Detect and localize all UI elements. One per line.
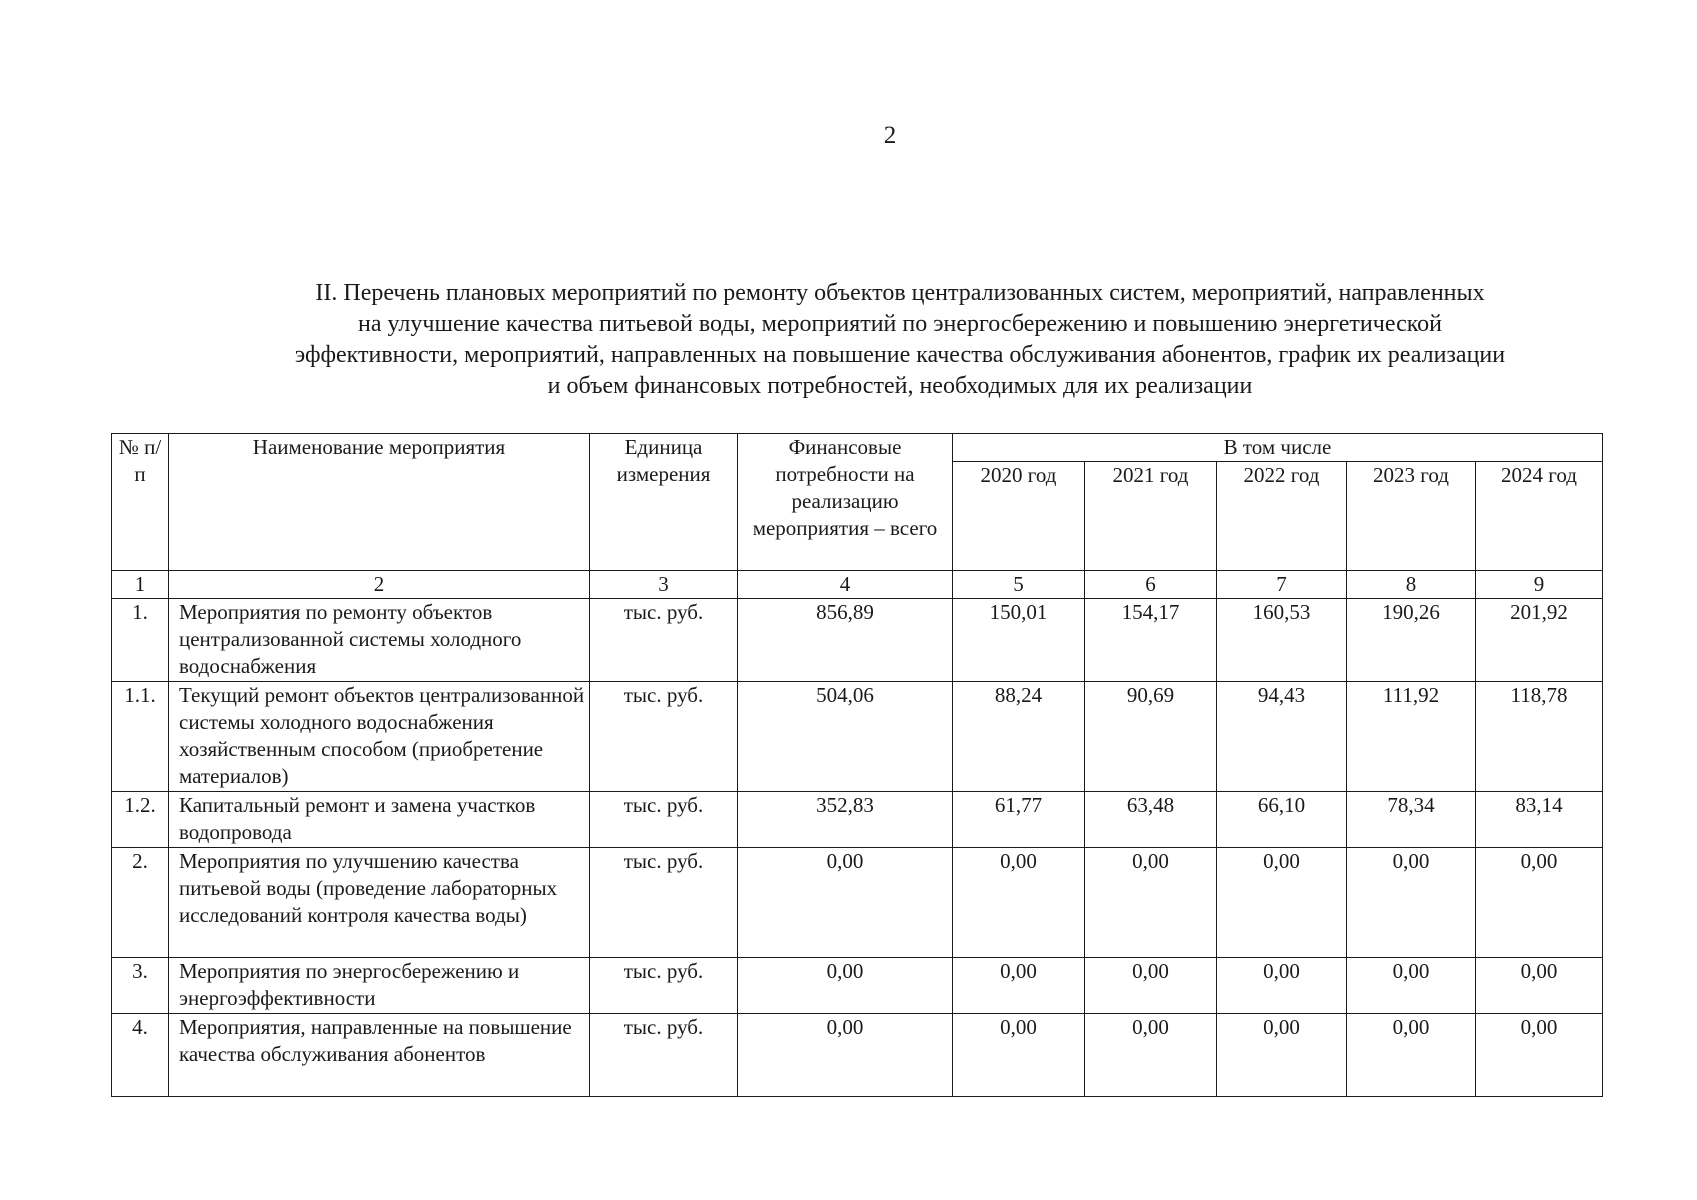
row-num: 2. [112, 848, 169, 958]
row-year-value: 118,78 [1476, 682, 1603, 792]
row-year-value: 88,24 [953, 682, 1085, 792]
table-row [112, 1014, 1603, 1097]
row-year-value: 190,26 [1347, 599, 1476, 682]
row-unit: тыс. руб. [590, 682, 738, 792]
row-year-value: 63,48 [1085, 792, 1217, 848]
row-year-value: 90,69 [1085, 682, 1217, 792]
row-year-value: 0,00 [953, 1014, 1085, 1097]
row-year-value: 0,00 [1217, 848, 1347, 958]
row-num: 1. [112, 599, 169, 682]
column-number: 4 [738, 571, 953, 599]
table-row [112, 682, 1603, 792]
column-number: 8 [1347, 571, 1476, 599]
row-unit: тыс. руб. [590, 958, 738, 1014]
row-year-value: 201,92 [1476, 599, 1603, 682]
row-name: Мероприятия, направленные на повышение качества обслуживания абонентов [169, 1014, 590, 1097]
section-title-line: II. Перечень плановых мероприятий по ремонту объектов централизованных систем, мероприятий, направленных [315, 280, 1485, 306]
row-year-value: 66,10 [1217, 792, 1347, 848]
row-year-value: 154,17 [1085, 599, 1217, 682]
row-year-value: 0,00 [1085, 958, 1217, 1014]
row-unit: тыс. руб. [590, 599, 738, 682]
header-year: 2023 год [1347, 462, 1476, 571]
row-year-value: 111,92 [1347, 682, 1476, 792]
row-year-value: 78,34 [1347, 792, 1476, 848]
row-unit: тыс. руб. [590, 1014, 738, 1097]
column-number: 9 [1476, 571, 1603, 599]
row-year-value: 0,00 [1347, 848, 1476, 958]
row-year-value: 150,01 [953, 599, 1085, 682]
row-total: 0,00 [738, 958, 953, 1014]
row-total: 0,00 [738, 848, 953, 958]
row-total: 856,89 [738, 599, 953, 682]
header-unit: Единица измерения [590, 434, 738, 571]
row-year-value: 61,77 [953, 792, 1085, 848]
header-year: 2022 год [1217, 462, 1347, 571]
row-name: Мероприятия по улучшению качества питьевой воды (проведение лабораторных исследований контроля качества воды) [169, 848, 590, 958]
section-title-line: и объем финансовых потребностей, необходимых для их реализации [547, 373, 1253, 399]
row-year-value: 94,43 [1217, 682, 1347, 792]
column-number-row [112, 571, 1603, 599]
row-year-value: 0,00 [1347, 958, 1476, 1014]
row-year-value: 0,00 [1085, 1014, 1217, 1097]
section-title-line: эффективности, мероприятий, направленных на повышение качества обслуживания абонентов, график их реализации [294, 342, 1506, 368]
row-total: 504,06 [738, 682, 953, 792]
header-year: 2021 год [1085, 462, 1217, 571]
table-row [112, 958, 1603, 1014]
row-year-value: 0,00 [1347, 1014, 1476, 1097]
column-number: 3 [590, 571, 738, 599]
header-including: В том числе [953, 434, 1603, 462]
column-number: 1 [112, 571, 169, 599]
header-total: Финансовые потребности на реализацию мероприятия – всего [738, 434, 953, 571]
row-year-value: 0,00 [1217, 1014, 1347, 1097]
section-title [110, 278, 1690, 402]
row-year-value: 0,00 [1476, 1014, 1603, 1097]
header-name: Наименование мероприятия [169, 434, 590, 571]
header-num: № п/п [112, 434, 169, 571]
row-year-value: 0,00 [1085, 848, 1217, 958]
header-year: 2024 год [1476, 462, 1603, 571]
column-number: 7 [1217, 571, 1347, 599]
row-year-value: 0,00 [953, 848, 1085, 958]
measures-table [111, 433, 1603, 1097]
table-row [112, 792, 1603, 848]
column-number: 5 [953, 571, 1085, 599]
row-name: Мероприятия по ремонту объектов централизованной системы холодного водоснабжения [169, 599, 590, 682]
table-row [112, 599, 1603, 682]
row-name: Капитальный ремонт и замена участков водопровода [169, 792, 590, 848]
row-num: 3. [112, 958, 169, 1014]
table-row [112, 848, 1603, 958]
table-header-row [112, 434, 1603, 462]
row-unit: тыс. руб. [590, 792, 738, 848]
row-year-value: 83,14 [1476, 792, 1603, 848]
row-num: 4. [112, 1014, 169, 1097]
row-year-value: 0,00 [1476, 848, 1603, 958]
row-year-value: 0,00 [953, 958, 1085, 1014]
row-num: 1.1. [112, 682, 169, 792]
row-year-value: 0,00 [1217, 958, 1347, 1014]
row-total: 0,00 [738, 1014, 953, 1097]
row-num: 1.2. [112, 792, 169, 848]
row-name: Текущий ремонт объектов централизованной системы холодного водоснабжения хозяйственным способом (приобретение материалов) [169, 682, 590, 792]
row-total: 352,83 [738, 792, 953, 848]
column-number: 6 [1085, 571, 1217, 599]
row-name: Мероприятия по энергосбережению и энергоэффективности [169, 958, 590, 1014]
page-number: 2 [883, 122, 897, 149]
row-unit: тыс. руб. [590, 848, 738, 958]
section-title-line: на улучшение качества питьевой воды, мероприятий по энергосбережению и повышению энергетической [357, 311, 1443, 337]
row-year-value: 0,00 [1476, 958, 1603, 1014]
column-number: 2 [169, 571, 590, 599]
row-year-value: 160,53 [1217, 599, 1347, 682]
header-year: 2020 год [953, 462, 1085, 571]
